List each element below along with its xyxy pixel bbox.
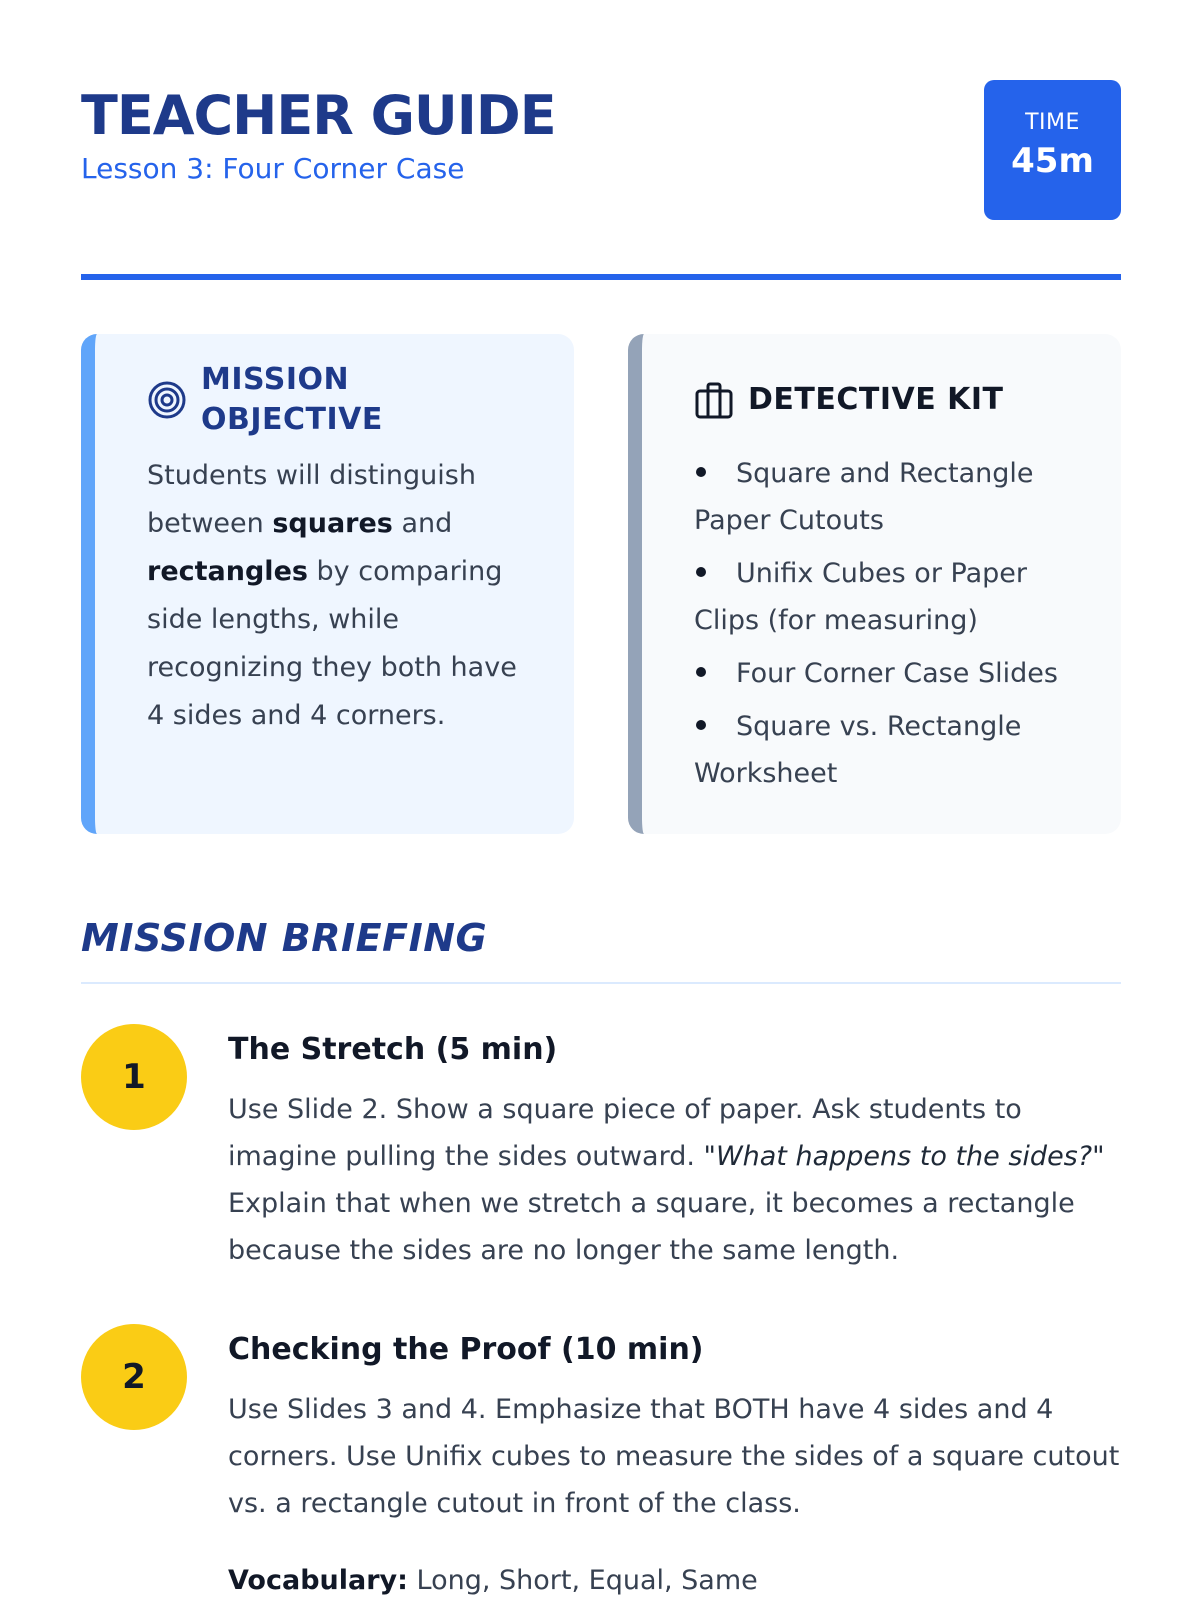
step-text: Use Slides 3 and 4. Emphasize that BOTH have 4 sides and 4 corners. Use Unifix cubes to measure the sides of a square cutout vs. a rectangle cutout in front of the class.	[228, 1394, 1120, 1519]
detective-kit-card	[628, 334, 1121, 834]
list-item	[694, 650, 1085, 697]
list-item	[694, 550, 1085, 644]
target-icon	[147, 380, 187, 420]
bullet-icon	[696, 720, 706, 730]
step-title: The Stretch (5 min)	[228, 1032, 558, 1067]
objective-bold-squares: squares	[272, 508, 393, 539]
lesson-subtitle: Lesson 3: Four Corner Case	[81, 152, 465, 185]
list-item	[694, 450, 1085, 544]
mission-objective-card	[81, 334, 574, 834]
header	[81, 80, 1121, 220]
step-number-badge: 1	[81, 1024, 187, 1130]
step-body	[228, 1024, 1121, 1274]
kit-list	[694, 450, 1085, 797]
kit-item-label: Unifix Cubes or Paper Clips (for measuring)	[694, 558, 1027, 636]
page-title: TEACHER GUIDE	[81, 84, 556, 147]
detective-kit-title: DETECTIVE KIT	[748, 382, 1004, 417]
bullet-icon	[696, 667, 706, 677]
objective-bold-rectangles: rectangles	[147, 556, 308, 587]
bullet-icon	[696, 467, 706, 477]
briefing-divider	[81, 982, 1121, 984]
bullet-icon	[696, 567, 706, 577]
list-item	[694, 703, 1085, 797]
kit-item-label: Square and Rectangle Paper Cutouts	[694, 458, 1034, 536]
time-value: 45m	[1011, 141, 1094, 181]
header-divider	[81, 274, 1121, 280]
kit-item-label: Square vs. Rectangle Worksheet	[694, 711, 1022, 789]
step-title: Checking the Proof (10 min)	[228, 1332, 704, 1367]
step-body	[228, 1324, 1121, 1600]
step-number-badge: 2	[81, 1324, 187, 1430]
mission-objective-text	[147, 452, 538, 740]
vocabulary-words: Long, Short, Equal, Same	[407, 1565, 758, 1596]
time-badge	[984, 80, 1121, 220]
mission-objective-header	[147, 362, 538, 437]
briefcase-icon	[694, 380, 734, 420]
step-text-part: Explain that when we stretch a square, it becomes a rectangle because the sides are no longer the same length.	[228, 1188, 1075, 1266]
vocabulary-label: Vocabulary:	[228, 1565, 408, 1596]
step-text-part: Use Slide 2. Show a square piece of paper. Ask students to imagine pulling the sides outward.	[228, 1094, 1022, 1172]
step-text	[228, 1086, 1121, 1274]
objective-text-part: Students will distinguish between	[147, 460, 476, 539]
objective-text-part: and	[392, 508, 453, 539]
time-label: TIME	[1025, 110, 1080, 135]
vocabulary-line	[228, 1557, 1121, 1600]
objective-text-part: by comparing side lengths, while recognizing they both have 4 sides and 4 corners.	[147, 556, 517, 731]
mission-briefing-title: MISSION BRIEFING	[81, 916, 488, 960]
kit-item-label: Four Corner Case Slides	[736, 658, 1058, 689]
step-text-quote: "What happens to the sides?"	[703, 1141, 1105, 1172]
mission-objective-title: MISSION OBJECTIVE	[201, 362, 383, 437]
detective-kit-header	[694, 378, 1085, 422]
